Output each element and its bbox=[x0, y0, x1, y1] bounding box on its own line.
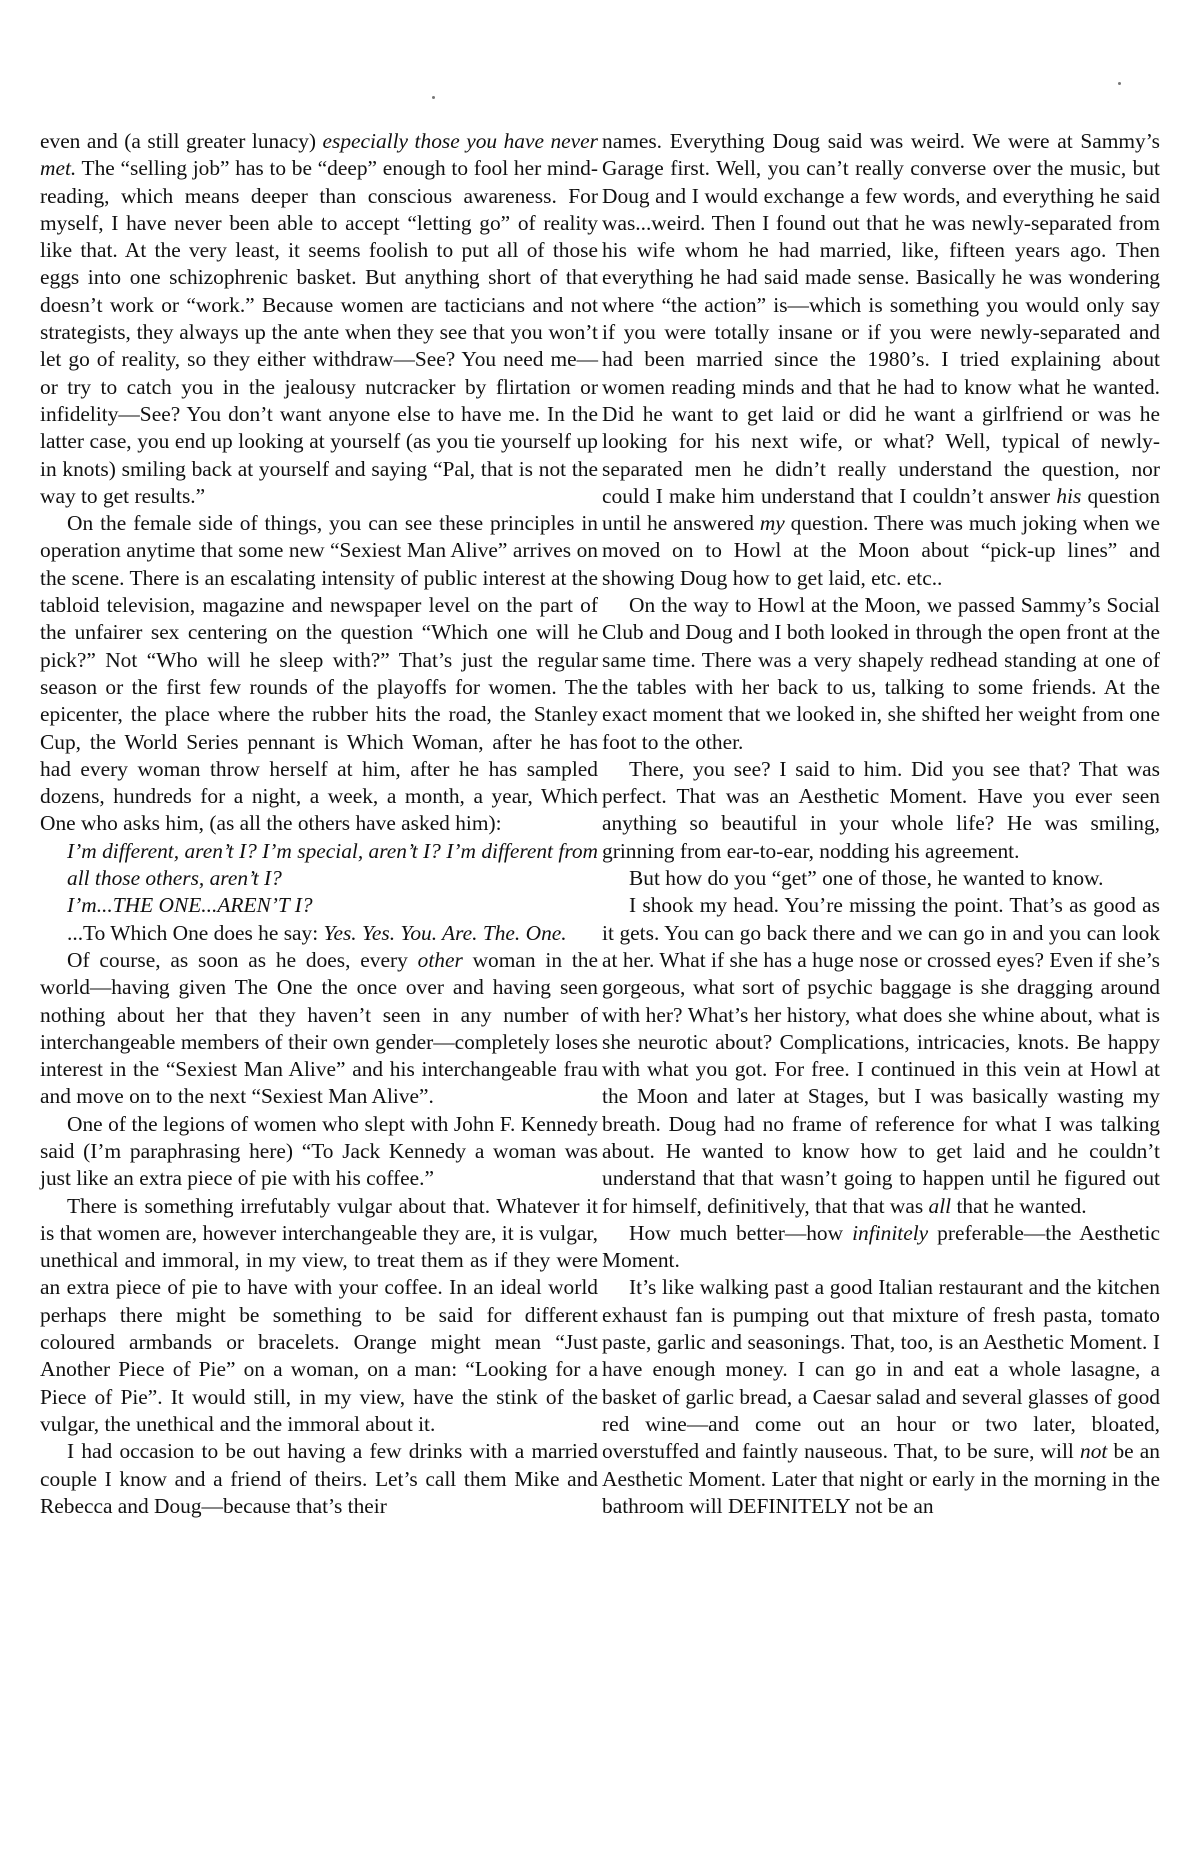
text-run: be an Aesthetic Moment. Later that night or early in the morning in the bathroom will DEFINITELY not be an bbox=[602, 1439, 1160, 1518]
text-run: There, you see? I said to him. Did you see that? That was perfect. That was an Aesthetic Moment. Have you ever seen anything so beautiful in your whole life? He was smiling, grinning from ear-to-ear, nodding his agreement. bbox=[602, 756, 1160, 863]
text-run: It’s like walking past a good Italian restaurant and the kitchen exhaust fan is pumping out that mixture of fresh pasta, tomato paste, garlic and seasonings. That, too, is an Aesthetic Moment. I have enough money. I can go in and eat a whole lasagne, a basket of garlic bread, a Caesar salad and several glasses of good red wine—and come out an hour or two later, bloated, overstuffed and faintly nauseous. That, to be sure, will bbox=[602, 1275, 1160, 1464]
paragraph bbox=[40, 947, 598, 1111]
paragraph bbox=[40, 510, 598, 838]
paragraph bbox=[40, 128, 598, 510]
text-run: On the way to Howl at the Moon, we passed Sammy’s Social Club and Doug and I both looked in through the open front at the same time. There was a very shapely redhead standing at one of the tables with her back to us, talking to some friends. At the exact moment that we looked in, she shifted her weight from one foot to the other. bbox=[602, 593, 1160, 754]
text-run: that he wanted. bbox=[951, 1193, 1087, 1218]
italic-text-run: infinitely bbox=[852, 1220, 929, 1245]
paragraph bbox=[40, 838, 598, 893]
paragraph bbox=[602, 128, 1160, 592]
text-run: question. There was much joking when we moved on to Howl at the Moon about “pick-up lines” and showing Doug how to get laid, etc. etc.. bbox=[602, 511, 1160, 590]
italic-text-run: other bbox=[417, 947, 463, 972]
text-run: How much better—how bbox=[629, 1220, 853, 1245]
italic-text-run: his bbox=[1056, 483, 1082, 508]
text-run: One of the legions of women who slept with John F. Kennedy said (I’m paraphrasing here) “To Jack Kennedy a woman was just like an extra piece of pie with his coffee.” bbox=[40, 1111, 598, 1191]
paragraph bbox=[40, 892, 598, 919]
italic-text-run: not bbox=[1080, 1439, 1108, 1464]
paragraph bbox=[602, 1220, 1160, 1275]
text-run: even and (a still greater lunacy) bbox=[40, 129, 323, 153]
paragraph bbox=[40, 1438, 598, 1520]
italic-text-run: my bbox=[759, 511, 785, 536]
italic-text-run: I’m...THE ONE...AREN’T I? bbox=[67, 893, 313, 918]
text-run: On the female side of things, you can see these principles in operation anytime that some new “Sexiest Man Alive” arrives on the scene. There is an escalating intensity of public interest at the tabloid television, magazine and newspaper level on the part of the unfairer sex centering on the question “Which one will he pick?” Not “Who will he sleep with?” That’s just the regular season or the first few rounds of the playoffs for women. The epicenter, the place where the rubber hits the road, the Stanley Cup, the World Series pennant is Which Woman, after he has had every woman throw herself at him, after he has sampled dozens, hundreds for a night, a week, a month, a year, Which One who asks him, (as all the others have asked him): bbox=[40, 511, 598, 836]
text-run: I had occasion to be out having a few drinks with a married couple I know and a friend of theirs. Let’s call them Mike and Rebecca and Doug—because that’s their bbox=[40, 1439, 598, 1518]
paragraph bbox=[602, 756, 1160, 865]
italic-text-run: especially those you have never met. bbox=[40, 129, 598, 181]
text-run: preferable—the Aesthetic Moment. bbox=[602, 1220, 1160, 1273]
paragraph bbox=[40, 920, 598, 947]
text-run: I shook my head. You’re missing the point. That’s as good as it gets. You can go back there and we can go in and you can look at her. What if she has a huge nose or crossed eyes? Even if she’s gorgeous, what sort of psychic baggage is she dragging around with her? What’s her history, what does she whine about, what is she neurotic about? Complications, intricacies, knots. Be happy with what you got. For free. I continued in this vein at Howl at the Moon and later at Stages, but I was basically wasting my breath. Doug had no frame of reference for what I was talking about. He wanted to know how to get laid and he couldn’t understand that that wasn’t going to happen until he figured out for himself, definitively, that that was bbox=[602, 893, 1160, 1218]
paragraph bbox=[602, 865, 1160, 892]
text-run: woman in the world—having given The One the once over and having seen nothing about her that they haven’t seen in any number of interchangeable members of their own gender—completely loses interest in the “Sexiest Man Alive” and his interchangeable frau and move on to the next “Sexiest Man Alive”. bbox=[40, 947, 598, 1109]
text-run: question until he answered bbox=[602, 483, 1160, 536]
text-run: Of course, as soon as he does, every bbox=[67, 947, 418, 972]
paragraph bbox=[602, 1274, 1160, 1520]
scan-speck bbox=[1118, 82, 1121, 85]
italic-text-run: I’m different, aren’t I? I’m special, aren’t I? I’m different from all those others, aren’t I? bbox=[67, 838, 598, 891]
text-run: The “selling job” has to be “deep” enough to fool her mind-reading, which means deeper than conscious awareness. For myself, I have never been able to accept “letting go” of reality like that. At the very least, it seems foolish to put all of those eggs into one schizophrenic basket. But anything short of that doesn’t work or “work.” Because women are tacticians and not strategists, they always up the ante when they see that you won’t let go of reality, so they either withdraw—See? You need me—or try to catch you in the jealousy nutcracker by flirtation or infidelity—See? You don’t want anyone else to have me. In the latter case, you end up looking at yourself (as you tie yourself up in knots) smiling back at yourself and saying “Pal, that is not the way to get results.” bbox=[40, 156, 598, 508]
text-run: But how do you “get” one of those, he wanted to know. bbox=[629, 866, 1104, 891]
paragraph bbox=[602, 892, 1160, 1220]
scan-speck bbox=[432, 96, 435, 99]
paragraph bbox=[40, 1111, 598, 1193]
text-column-right bbox=[602, 128, 1160, 1520]
text-run: ...To Which One does he say: bbox=[67, 920, 324, 945]
text-run: There is something irrefutably vulgar about that. Whatever it is that women are, however interchangeable they are, it is vulgar, unethical and immoral, in my view, to treat them as if they were an extra piece of pie to have with your coffee. In an ideal world perhaps there might be something to be said for different coloured armbands or bracelets. Orange might mean “Just Another Piece of Pie” on a woman, on a man: “Looking for a Piece of Pie”. It would still, in my view, have the stink of the vulgar, the unethical and the immoral about it. bbox=[40, 1193, 598, 1436]
paragraph bbox=[40, 1193, 598, 1439]
text-run: names. Everything Doug said was weird. We were at Sammy’s Garage first. Well, you can’t really converse over the music, but Doug and I would exchange a few words, and everything he said was...weird. Then I found out that he was newly-separated from his wife whom he had married, like, fifteen years ago. Then everything he had said made sense. Basically he was wondering where “the action” is—which is something you would only say if you were totally insane or if you were newly-separated and had been married since the 1980’s. I tried explaining about women reading minds and that he had to know what he wanted. Did he want to get laid or did he want a girlfriend or was he looking for his next wife, or what? Well, typical of newly-separated men he didn’t really understand the question, nor could I make him understand that I couldn’t answer bbox=[602, 129, 1160, 508]
italic-text-run: Yes. Yes. You. Are. The. One. bbox=[323, 920, 567, 945]
paragraph bbox=[602, 592, 1160, 756]
italic-text-run: all bbox=[928, 1193, 952, 1218]
text-column-left bbox=[40, 128, 598, 1520]
